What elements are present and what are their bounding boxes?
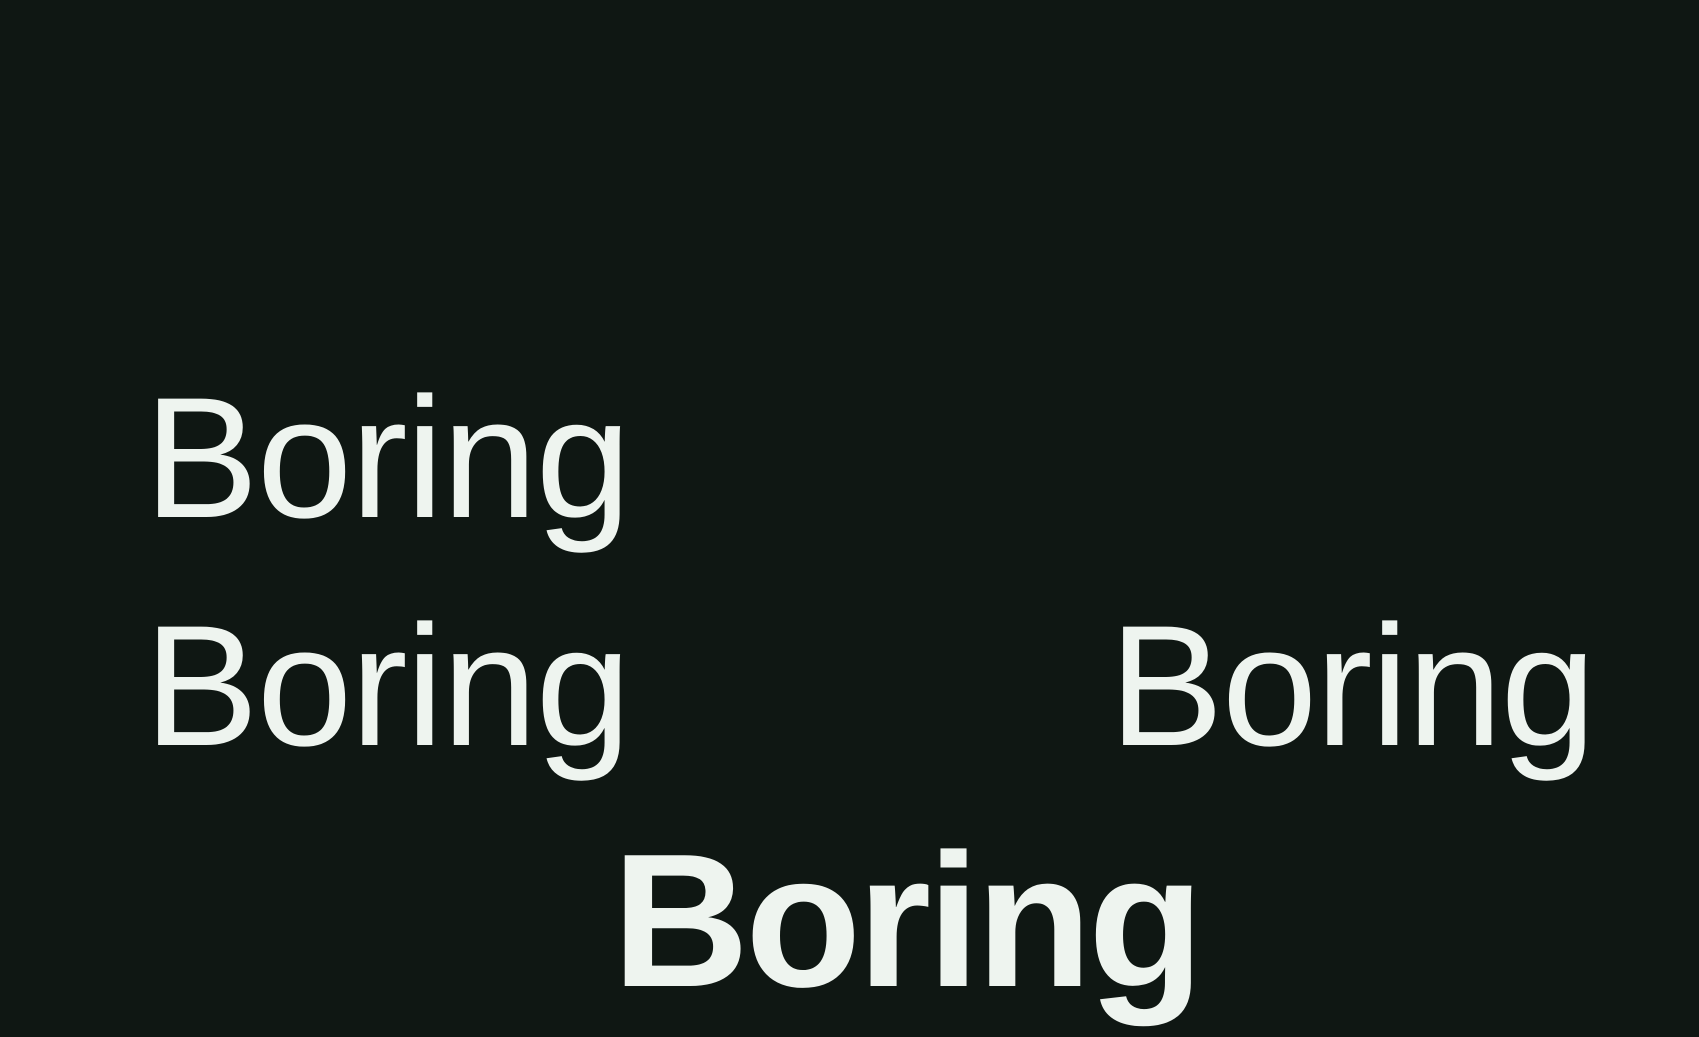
word-boring-middle-left: Boring — [144, 590, 630, 782]
word-boring-middle-right: Boring — [1109, 590, 1595, 782]
word-boring-bold-bottom: Boring — [612, 815, 1201, 1027]
word-boring-top-left: Boring — [144, 362, 630, 554]
